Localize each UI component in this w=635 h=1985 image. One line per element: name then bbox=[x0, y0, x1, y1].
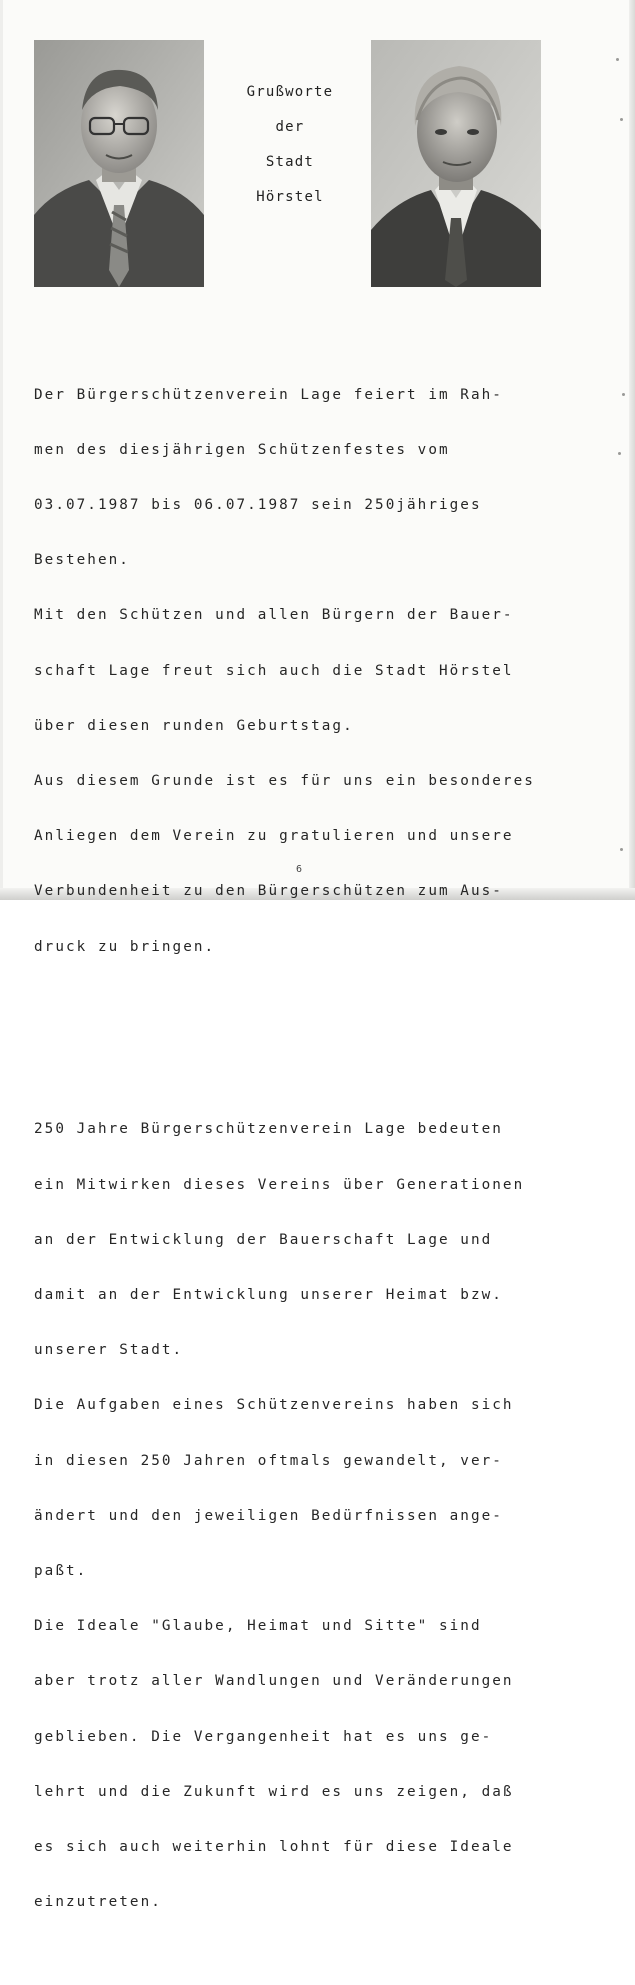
paragraph-gap bbox=[34, 1030, 594, 1047]
portrait-photo-right bbox=[371, 40, 541, 287]
text-line: aber trotz aller Wandlungen und Veränderungen bbox=[34, 1673, 514, 1690]
scan-speck bbox=[618, 452, 621, 455]
text-line: Bestehen. bbox=[34, 552, 130, 569]
heading-line-4: Hörstel bbox=[256, 189, 324, 205]
text-line: über diesen runden Geburtstag. bbox=[34, 717, 354, 734]
text-line: an der Entwicklung der Bauerschaft Lage und bbox=[34, 1231, 493, 1248]
text-line: Anliegen dem Verein zu gratulieren und unsere bbox=[34, 828, 514, 845]
text-line: schaft Lage freut sich auch die Stadt Hörstel bbox=[34, 662, 514, 679]
heading-line-3: Stadt bbox=[265, 154, 315, 170]
text-line: Der Bürgerschützenverein Lage feiert im Rah- bbox=[34, 386, 503, 403]
text-line: 03.07.1987 bis 06.07.1987 sein 250jähriges bbox=[34, 497, 482, 514]
text-line: paßt. bbox=[34, 1562, 88, 1579]
text-line: Mit den Schützen und allen Bürgern der Bauer- bbox=[34, 607, 514, 624]
text-line: ein Mitwirken dieses Vereins über Generationen bbox=[34, 1176, 525, 1193]
paper-edge-right bbox=[629, 0, 635, 900]
text-line: Verbundenheit zu den Bürgerschützen zum Aus- bbox=[34, 883, 503, 900]
paragraph-1 bbox=[34, 349, 594, 993]
paper-edge-left bbox=[0, 0, 3, 900]
greeting-heading bbox=[222, 81, 358, 221]
text-line: Aus diesem Grunde ist es für uns ein besonderes bbox=[34, 773, 535, 790]
letter-body bbox=[34, 312, 594, 1985]
scan-speck bbox=[622, 393, 625, 396]
text-line: ändert und den jeweiligen Bedürfnissen ange- bbox=[34, 1507, 503, 1524]
paragraph-2 bbox=[34, 1083, 594, 1948]
scan-speck bbox=[620, 118, 623, 121]
text-line: men des diesjährigen Schützenfestes vom bbox=[34, 441, 450, 458]
text-line: es sich auch weiterhin lohnt für diese Ideale bbox=[34, 1838, 514, 1855]
heading-line-1: Grußworte bbox=[246, 84, 334, 100]
portrait-left-image bbox=[34, 40, 204, 287]
text-line: einzutreten. bbox=[34, 1894, 162, 1911]
text-line: damit an der Entwicklung unserer Heimat bzw. bbox=[34, 1286, 503, 1303]
text-line: lehrt und die Zukunft wird es uns zeigen, daß bbox=[34, 1783, 514, 1800]
text-line: geblieben. Die Vergangenheit hat es uns ge- bbox=[34, 1728, 493, 1745]
text-line: Die Ideale "Glaube, Heimat und Sitte" sind bbox=[34, 1618, 482, 1635]
text-line: unserer Stadt. bbox=[34, 1342, 184, 1359]
scan-speck bbox=[616, 58, 619, 61]
scan-speck bbox=[620, 848, 623, 851]
heading-line-2: der bbox=[275, 119, 305, 135]
portrait-photo-left bbox=[34, 40, 204, 287]
portrait-right-image bbox=[371, 40, 541, 287]
text-line: 250 Jahre Bürgerschützenverein Lage bedeuten bbox=[34, 1121, 503, 1138]
text-line: in diesen 250 Jahren oftmals gewandelt, ver- bbox=[34, 1452, 503, 1469]
page-number: 6 bbox=[296, 864, 303, 875]
text-line: druck zu bringen. bbox=[34, 938, 216, 955]
text-line: Die Aufgaben eines Schützenvereins haben sich bbox=[34, 1397, 514, 1414]
